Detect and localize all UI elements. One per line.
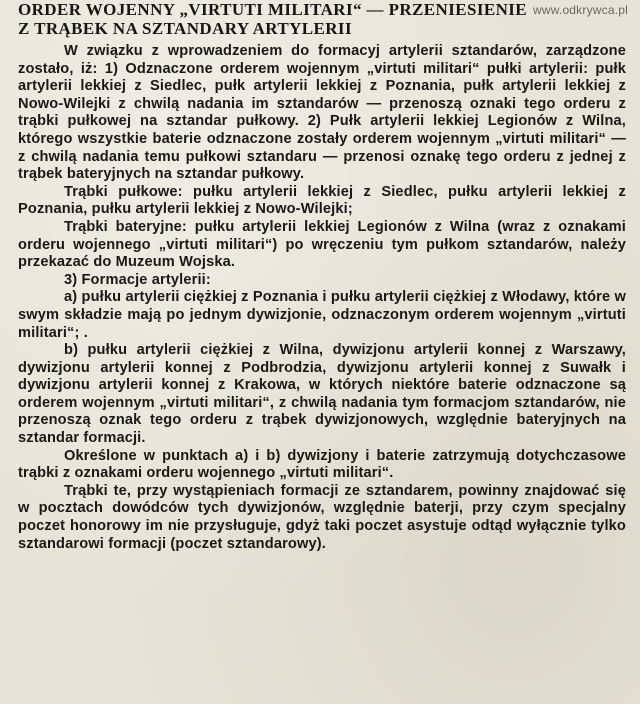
paragraph-battery-trumpets: Trąbki bateryjne: pułku artylerii lekkiej Legionów z Wilna (wraz z oznakami orderu wojennego „virtuti militari“) po wręczeniu tym pułkom sztandarów, należy przekazać do Muzeum Wojska. xyxy=(18,218,626,271)
article-title-line-1: ORDER WOJENNY „VIRTUTI MILITARI“ — PRZENIESIENIE xyxy=(18,0,528,19)
watermark: www.odkrywca.pl xyxy=(532,3,628,17)
paragraph-item-a: a) pułku artylerii ciężkiej z Poznania i pułku artylerii ciężkiej z Włodawy, które w swym składzie mają po jednym dywizjonie, odznaczonym orderem wojennym „virtuti militari“; . xyxy=(18,289,626,341)
paragraph-item-b: b) pułku artylerii ciężkiej z Wilna, dywizjonu artylerii konnej z Warszawy, dywizjonu artylerii konnej z Podbrodzia, dywizjonu artylerii konnej z Suwałk i dywizjonu artylerii konnej z Krakowa, w których niektóre baterie odznaczone są orderem wojennym „virtuti militari“, z chwilą nadania tym formacjom sztandarów, nie przenoszą oznak tego orderu z trąbek dywizjonowych, względnie bateryjnych na sztandar formacji. xyxy=(18,342,626,447)
article-title xyxy=(18,0,626,38)
paragraph-retained-trumpets: Określone w punktach a) i b) dywizjony i baterie zatrzymują dotychczasowe trąbki z oznakami orderu wojennego „virtuti militari“. xyxy=(18,447,626,482)
paragraph-formations-heading: 3) Formacje artylerii: xyxy=(64,271,211,288)
article-body xyxy=(18,43,626,553)
paragraph-honor-guard: Trąbki te, przy wystąpieniach formacji ze sztandarem, powinny znajdować się w pocztach dowódców tych dywizjonów, względnie baterji, przy czym specjalny poczet honorowy im nie przysługuje, gdyż taki poczet asystuje odtąd wyłącznie tylko sztandarowi formacji (poczet sztandarowy). xyxy=(18,482,626,552)
paragraph-regimental-trumpets: Trąbki pułkowe: pułku artylerii lekkiej z Siedlec, pułku artylerii lekkiej z Poznania, pułku artylerii lekkiej z Nowo-Wilejki; xyxy=(18,183,626,218)
article-title-line-2: Z TRĄBEK NA SZTANDARY ARTYLERII xyxy=(18,19,352,38)
paragraph-intro: W związku z wprowadzeniem do formacyj artylerii sztandarów, zarządzone zostało, iż: 1) Odznaczone orderem wojennym „virtuti militari“ pułki artylerii: pułk artylerii lekkiej z Siedlec, pułk artylerii lekkiej z Poznania, pułk artylerii lekkiej z Nowo-Wilejki z chwilą nadania im sztandarów — przenoszą oznaki tego orderu z trąbki pułkowej na sztandar pułkowy. 2) Pułk artylerii lekkiej Legionów z Wilna, którego wszystkie baterie odznaczone zostały orderem wojennym „virtuti militari“ — z chwilą nadania temu pułkowi sztandaru — przenosi oznakę tego orderu z jednej z trąbek bateryjnych na sztandar pułkowy. xyxy=(18,43,626,183)
